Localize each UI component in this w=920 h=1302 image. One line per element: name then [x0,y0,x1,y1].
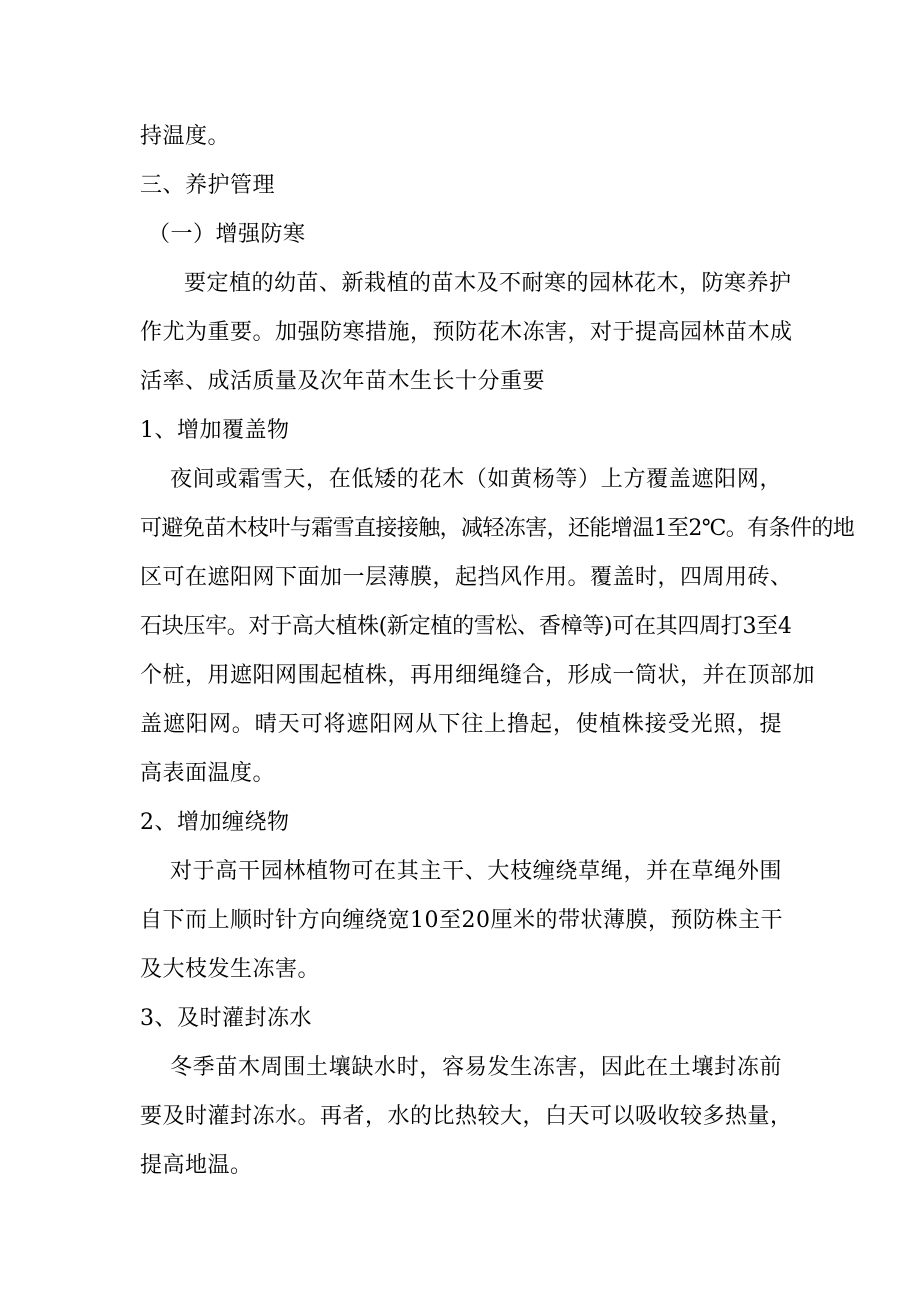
paragraph-line: 夜间或霜雪天，在低矮的花木（如黄杨等）上方覆盖遮阳网， [170,467,782,492]
paragraph-line: 及大枝发生冻害。 [140,957,321,982]
paragraph-line: 要定植的幼苗、新栽植的苗木及不耐寒的园林花木，防寒养护 [184,271,792,296]
paragraph-line: 可避免苗木枝叶与霜雪直接接触，减轻冻害，还能增温1至2℃。有条件的地 [140,516,855,541]
item-heading: 1、增加覆盖物 [140,418,290,443]
item-heading: 2、增加缠绕物 [140,810,290,835]
paragraph-line: 对于高干园林植物可在其主干、大枝缠绕草绳，并在草绳外围 [170,859,782,884]
subsection-heading: （一）增强防寒 [148,222,306,247]
paragraph-line: 自下而上顺时针方向缠绕宽10至20厘米的带状薄膜，预防株主干 [140,908,783,933]
paragraph-line: 冬季苗木周围土壤缺水时，容易发生冻害，因此在土壤封冻前 [170,1055,782,1080]
paragraph-line: 提高地温。 [140,1153,253,1178]
paragraph-line: 作尤为重要。加强防寒措施，预防花木冻害，对于提高园林苗木成 [140,320,793,345]
paragraph-line: 活率、成活质量及次年苗木生长十分重要 [140,369,546,394]
section-heading: 三、养护管理 [140,173,276,198]
paragraph-line: 石块压牢。对于高大植株(新定植的雪松、香樟等)可在其四周打3至4 [140,614,792,639]
text-line: 持温度。 [140,124,231,149]
paragraph-line: 高表面温度。 [140,761,276,786]
paragraph-line: 要及时灌封冻水。再者，水的比热较大，白天可以吸收较多热量， [140,1104,793,1129]
paragraph-line: 个桩，用遮阳网围起植株，再用细绳缝合，形成一筒状，并在顶部加 [140,663,816,688]
item-heading: 3、及时灌封冻水 [140,1006,312,1031]
paragraph-line: 盖遮阳网。晴天可将遮阳网从下往上撸起，使植株接受光照，提 [140,712,782,737]
document-body [140,112,855,1190]
paragraph-line: 区可在遮阳网下面加一层薄膜，起挡风作用。覆盖时，四周用砖、 [140,565,793,590]
